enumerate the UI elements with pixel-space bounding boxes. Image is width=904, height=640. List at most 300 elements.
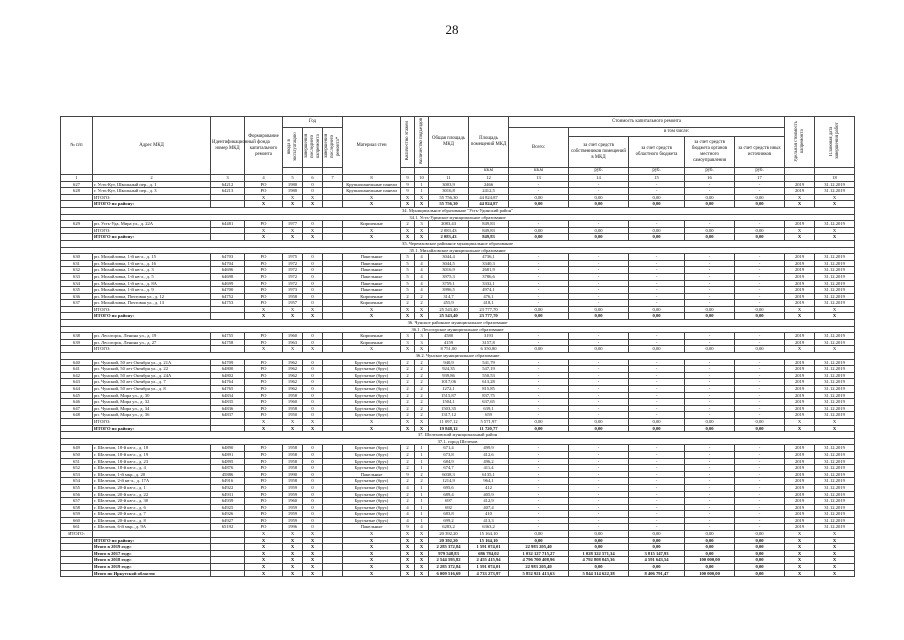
table-cell: X	[343, 418, 401, 425]
table-cell: 31.12.2019	[815, 504, 855, 511]
table-cell: X	[343, 194, 401, 201]
table-row	[61, 293, 855, 300]
table-cell: -	[509, 366, 569, 373]
table-cell: 697	[429, 498, 469, 505]
table-cell: 2019	[785, 366, 815, 373]
total-row	[61, 544, 855, 551]
table-cell: 64931	[211, 491, 245, 498]
table-cell: -	[509, 379, 569, 386]
table-cell: 2 285 372,84	[429, 564, 469, 571]
table-cell: 64922	[211, 484, 245, 491]
table-cell: X	[815, 306, 855, 313]
table-cell	[323, 537, 343, 544]
table-cell: 635	[61, 287, 93, 294]
table-cell: X	[245, 537, 283, 544]
header-cost: Стоимость капитального ремонта	[509, 117, 785, 128]
table-cell: -	[629, 445, 685, 452]
table-cell: 0,00	[735, 418, 785, 425]
table-cell: -	[569, 458, 629, 465]
table-cell: рп. Михайловка, 1-й кв-л., д. 15	[93, 254, 211, 261]
table-cell: 639,1	[469, 405, 509, 412]
table-cell: Панельные	[343, 524, 401, 531]
column-number-cell: 18	[815, 175, 855, 182]
table-cell: Панельные	[343, 287, 401, 294]
table-cell: -	[509, 451, 569, 458]
table-row	[61, 405, 855, 412]
table-cell: 3044,5	[429, 260, 469, 267]
table-cell: X	[245, 557, 283, 564]
section-header-row	[61, 326, 855, 333]
table-cell: 4 796 700 408,96	[509, 557, 569, 564]
table-cell	[211, 306, 245, 313]
table-cell: 2019	[785, 379, 815, 386]
table-cell: 1973	[283, 287, 303, 294]
table-cell: 0	[303, 181, 323, 188]
table-cell: X	[303, 564, 323, 571]
table-cell: 1960	[283, 333, 303, 340]
table-cell: -	[629, 359, 685, 366]
table-cell	[323, 181, 343, 188]
table-cell: 31.12.2019	[815, 379, 855, 386]
table-cell: 25 543,40	[429, 306, 469, 313]
table-row	[61, 498, 855, 505]
section-title: 37. Шелеховский муниципальный район	[61, 432, 855, 439]
table-cell: Брусчатые (брус)	[343, 405, 401, 412]
table-cell: 64752	[211, 293, 245, 300]
table-cell: 2	[401, 372, 415, 379]
table-cell: -	[629, 451, 685, 458]
table-cell	[61, 550, 93, 557]
table-cell: 64700	[211, 287, 245, 294]
table-cell: 0	[303, 458, 323, 465]
table-cell: -	[569, 267, 629, 274]
table-cell: -	[509, 188, 569, 195]
header-unit: кв.м	[469, 168, 509, 175]
table-cell: Панельные	[343, 260, 401, 267]
table-cell: X	[343, 564, 401, 571]
table-cell: -	[629, 260, 685, 267]
table-cell: 0,00	[735, 227, 785, 234]
table-cell: X	[415, 537, 429, 544]
table-cell: -	[735, 254, 785, 261]
table-cell: 0,00	[685, 194, 735, 201]
table-cell: 0,00	[569, 227, 629, 234]
table-cell	[61, 537, 93, 544]
table-cell: 2019	[785, 287, 815, 294]
table-cell	[323, 280, 343, 287]
table-cell: -	[569, 517, 629, 524]
table-cell: X	[401, 346, 415, 353]
table-cell: 2	[401, 379, 415, 386]
table-cell: РО	[245, 287, 283, 294]
table-cell: 2	[401, 445, 415, 452]
table-cell: -	[509, 412, 569, 419]
table-cell: 0,00	[735, 557, 785, 564]
table-cell: 5	[401, 280, 415, 287]
table-cell: 6038,3	[429, 471, 469, 478]
table-cell: 31.12.2019	[815, 484, 855, 491]
table-cell: -	[685, 478, 735, 485]
table-cell: X	[283, 531, 303, 538]
table-cell: 1958	[283, 465, 303, 472]
table-cell: 547,19	[469, 366, 509, 373]
table-cell: -	[735, 188, 785, 195]
total-row	[61, 550, 855, 557]
table-cell: 637	[61, 300, 93, 307]
table-cell: 0,00	[685, 313, 735, 320]
table-cell: 2	[401, 359, 415, 366]
table-cell: -	[569, 359, 629, 366]
table-cell: 2019	[785, 491, 815, 498]
table-cell	[323, 458, 343, 465]
table-cell: X	[245, 227, 283, 234]
column-number-cell: 16	[685, 175, 735, 182]
table-cell: 4	[415, 273, 429, 280]
table-cell: 1	[415, 465, 429, 472]
table-cell: X	[343, 537, 401, 544]
table-cell: 659	[61, 511, 93, 518]
table-cell: X	[415, 544, 429, 551]
table-cell: X	[401, 537, 415, 544]
table-cell	[323, 188, 343, 195]
table-cell: 653	[61, 471, 93, 478]
table-row	[61, 386, 855, 393]
table-cell: 632	[61, 267, 93, 274]
table-cell: 5 844 314 622,38	[569, 570, 629, 577]
table-cell: рп. Чунский, 50 лет Октября ул., д. 22	[93, 366, 211, 373]
table-cell: X	[343, 346, 401, 353]
table-cell	[211, 537, 245, 544]
page-number: 28	[445, 22, 459, 37]
table-cell	[323, 517, 343, 524]
table-cell: 0,00	[735, 570, 785, 577]
table-cell: -	[629, 478, 685, 485]
table-cell: -	[685, 392, 735, 399]
header-wall: Материал стен	[343, 117, 401, 175]
table-cell: -	[569, 484, 629, 491]
table-cell: X	[401, 425, 415, 432]
table-cell: 1950	[283, 412, 303, 419]
table-cell: 2	[415, 379, 429, 386]
table-cell: Крупнопанельные панели	[343, 181, 401, 188]
table-cell: 31.12.2019	[815, 412, 855, 419]
header-unit: руб.	[629, 168, 685, 175]
table-cell: 31.12.2019	[815, 445, 855, 452]
table-cell: 2	[415, 293, 429, 300]
table-cell: X	[401, 234, 415, 241]
table-cell: 654	[61, 478, 93, 485]
header-date: Плановая дата завершения работ	[828, 122, 840, 159]
table-cell: X	[303, 201, 323, 208]
table-cell: X	[283, 425, 303, 432]
table-cell: 64755	[211, 333, 245, 340]
table-cell: 924,35	[429, 366, 469, 373]
table-cell: -	[685, 465, 735, 472]
table-cell: -	[569, 300, 629, 307]
table-row	[61, 451, 855, 458]
table-row	[61, 372, 855, 379]
table-cell: 3	[415, 333, 429, 340]
table-cell: 2019	[785, 498, 815, 505]
table-cell: РО	[245, 221, 283, 228]
table-cell: -	[629, 517, 685, 524]
table-cell: 2019	[785, 300, 815, 307]
table-cell: РО	[245, 504, 283, 511]
table-cell	[323, 550, 343, 557]
table-row	[61, 339, 855, 346]
table-cell: 0,00	[629, 544, 685, 551]
total-row	[61, 570, 855, 577]
table-cell: -	[629, 471, 685, 478]
table-cell: 64765	[211, 386, 245, 393]
table-cell: 2	[415, 412, 429, 419]
table-cell: 64835	[211, 399, 245, 406]
table-cell: -	[735, 300, 785, 307]
table-cell: 3786,6	[469, 273, 509, 280]
table-cell: 0,00	[735, 346, 785, 353]
table-cell	[323, 564, 343, 571]
table-cell: РО	[245, 412, 283, 419]
table-cell: г. Шелехов, 20-й кв-л., д. 6	[93, 504, 211, 511]
table-cell: 64481	[211, 221, 245, 228]
table-cell: Кирпичные	[343, 221, 401, 228]
table-cell: 0	[303, 333, 323, 340]
table-cell: X	[245, 194, 283, 201]
table-row	[61, 399, 855, 406]
table-cell: ИТОГО по району:	[93, 313, 211, 320]
table-cell: -	[735, 379, 785, 386]
section-title: 36.1. Лесогорское муниципальное образование	[61, 326, 855, 333]
table-cell	[61, 346, 93, 353]
table-cell: X	[785, 227, 815, 234]
table-cell	[323, 194, 343, 201]
table-cell: 6363,2	[469, 524, 509, 531]
table-cell: 1	[415, 504, 429, 511]
table-cell: -	[509, 511, 569, 518]
table-cell: 9	[401, 181, 415, 188]
table-cell: 1958	[283, 458, 303, 465]
table-header	[61, 117, 855, 175]
table-cell: -	[735, 386, 785, 393]
table-cell: X	[815, 425, 855, 432]
table-cell: X	[401, 201, 415, 208]
table-cell: 31.12.2019	[815, 524, 855, 531]
table-cell: -	[569, 293, 629, 300]
table-cell: ИТОГО по району:	[93, 201, 211, 208]
table-cell: -	[735, 399, 785, 406]
table-cell: X	[343, 313, 401, 320]
table-cell: 657	[61, 498, 93, 505]
table-cell: 634	[61, 280, 93, 287]
table-cell: 1980	[283, 188, 303, 195]
table-cell: X	[283, 306, 303, 313]
table-cell: 2	[415, 399, 429, 406]
table-cell: 4	[415, 280, 429, 287]
table-cell	[323, 339, 343, 346]
table-cell: -	[685, 379, 735, 386]
table-row	[61, 392, 855, 399]
table-cell: 849,83	[469, 227, 509, 234]
table-cell: -	[569, 273, 629, 280]
table-cell: 0,00	[569, 425, 629, 432]
table-cell	[61, 564, 93, 571]
table-cell: 22 983 205,40	[509, 564, 569, 571]
column-number-cell: 8	[343, 175, 401, 182]
table-cell: 25 543,40	[429, 313, 469, 320]
table-cell	[61, 313, 93, 320]
section-title: 37.1. город Шелехов	[61, 438, 855, 445]
table-cell: 4	[415, 524, 429, 531]
table-cell: 0,00	[629, 313, 685, 320]
table-cell: 3	[401, 339, 415, 346]
table-cell: -	[629, 465, 685, 472]
header-year: Год	[283, 117, 343, 128]
table-cell	[323, 379, 343, 386]
table-cell: Панельные	[343, 267, 401, 274]
table-cell: 0	[303, 260, 323, 267]
table-cell: РО	[245, 465, 283, 472]
table-cell: 100 000,00	[685, 557, 735, 564]
table-cell: 64876	[211, 465, 245, 472]
table-cell: 645	[61, 392, 93, 399]
table-cell: ИТОГО по району:	[93, 234, 211, 241]
table-cell: 1996	[283, 524, 303, 531]
table-cell: 5	[401, 273, 415, 280]
table-cell: -	[685, 181, 735, 188]
table-cell: 31.12.2019	[815, 254, 855, 261]
table-cell: 1	[415, 188, 429, 195]
table-cell: 0	[303, 517, 323, 524]
total-row	[61, 194, 855, 201]
table-cell: 4736,1	[469, 254, 509, 261]
table-cell: г. Шелехов, 20-й кв-л., д. 22	[93, 491, 211, 498]
table-cell: 0,00	[685, 418, 735, 425]
table-row	[61, 188, 855, 195]
table-cell	[61, 306, 93, 313]
table-cell	[323, 557, 343, 564]
table-cell: РО	[245, 267, 283, 274]
table-row	[61, 491, 855, 498]
table-cell: -	[685, 451, 735, 458]
table-cell: 1958	[283, 405, 303, 412]
table-cell: -	[629, 254, 685, 261]
table-cell: X	[401, 550, 415, 557]
table-cell	[323, 471, 343, 478]
table-cell: 659	[469, 412, 509, 419]
column-number-cell: 7	[323, 175, 343, 182]
table-cell: 4	[401, 517, 415, 524]
table-cell: 2 455 415,94	[469, 557, 509, 564]
table-cell: 455,9	[429, 300, 469, 307]
table-cell	[211, 564, 245, 571]
table-cell: 476,1	[469, 293, 509, 300]
table-cell: 2	[401, 478, 415, 485]
table-cell: 0,00	[629, 234, 685, 241]
table-cell: X	[815, 537, 855, 544]
table-cell: -	[685, 491, 735, 498]
table-cell: 1963	[283, 339, 303, 346]
table-cell: 1 032 127 715,27	[509, 550, 569, 557]
table-cell: г. Шелехов, 1-й мкр., д. 20	[93, 471, 211, 478]
table-cell: X	[815, 346, 855, 353]
table-cell	[323, 531, 343, 538]
table-cell: 2019	[785, 412, 815, 419]
table-cell: -	[629, 504, 685, 511]
table-cell: -	[735, 333, 785, 340]
table-cell: -	[569, 339, 629, 346]
table-cell	[323, 524, 343, 531]
table-cell: -	[569, 405, 629, 412]
table-cell: X	[415, 194, 429, 201]
table-cell: рп. Михайловка, Почтовая ул., д. 12	[93, 293, 211, 300]
table-cell: 2412,5	[469, 188, 509, 195]
section-header-row	[61, 432, 855, 439]
table-cell: 2019	[785, 254, 815, 261]
table-cell: 0	[303, 478, 323, 485]
table-cell: 2019	[785, 267, 815, 274]
table-cell: -	[685, 260, 735, 267]
table-cell: -	[735, 445, 785, 452]
table-cell: 1958	[283, 478, 303, 485]
table-cell: 0,00	[509, 313, 569, 320]
table-cell: ИТОГО:	[93, 227, 211, 234]
table-cell: 3759,1	[429, 280, 469, 287]
table-cell: 2	[415, 471, 429, 478]
column-number-cell: 14	[569, 175, 629, 182]
table-cell: Панельные	[343, 471, 401, 478]
table-cell: X	[785, 194, 815, 201]
table-cell: Кирпичные	[343, 293, 401, 300]
table-cell: 31.12.2019	[815, 273, 855, 280]
table-cell: Брусчатые (брус)	[343, 372, 401, 379]
table-cell: 0,00	[685, 234, 735, 241]
table-cell: 1 591 074,01	[469, 544, 509, 551]
table-cell: X	[283, 313, 303, 320]
table-cell: 0,00	[629, 306, 685, 313]
table-cell: 0,00	[569, 418, 629, 425]
table-cell	[61, 544, 93, 551]
table-cell	[211, 313, 245, 320]
table-cell	[323, 418, 343, 425]
table-cell: -	[685, 333, 735, 340]
table-cell: 64703	[211, 254, 245, 261]
table-cell: 1	[415, 517, 429, 524]
table-cell	[211, 550, 245, 557]
table-cell: РО	[245, 273, 283, 280]
table-cell: 0	[303, 221, 323, 228]
table-cell: 0,00	[629, 346, 685, 353]
table-cell: 637,65	[469, 399, 509, 406]
table-cell: 1959	[283, 504, 303, 511]
table-row	[61, 260, 855, 267]
table-cell: 1960	[283, 498, 303, 505]
table-cell: 0,00	[629, 425, 685, 432]
table-cell: 1957	[283, 300, 303, 307]
table-cell: 2019	[785, 445, 815, 452]
table-cell: 849,83	[469, 221, 509, 228]
table-cell: 31.12.2019	[815, 221, 855, 228]
table-cell: X	[415, 531, 429, 538]
table-cell: 2083,43	[429, 221, 469, 228]
table-cell: X	[815, 531, 855, 538]
table-cell: РО	[245, 372, 283, 379]
header-regional: за счет средств областного бюджета	[629, 137, 685, 168]
table-cell: 0,00	[629, 201, 685, 208]
table-cell: Крупнопанельные панели	[343, 188, 401, 195]
column-number-cell: 3	[211, 175, 245, 182]
table-cell: -	[735, 478, 785, 485]
table-cell: -	[735, 504, 785, 511]
